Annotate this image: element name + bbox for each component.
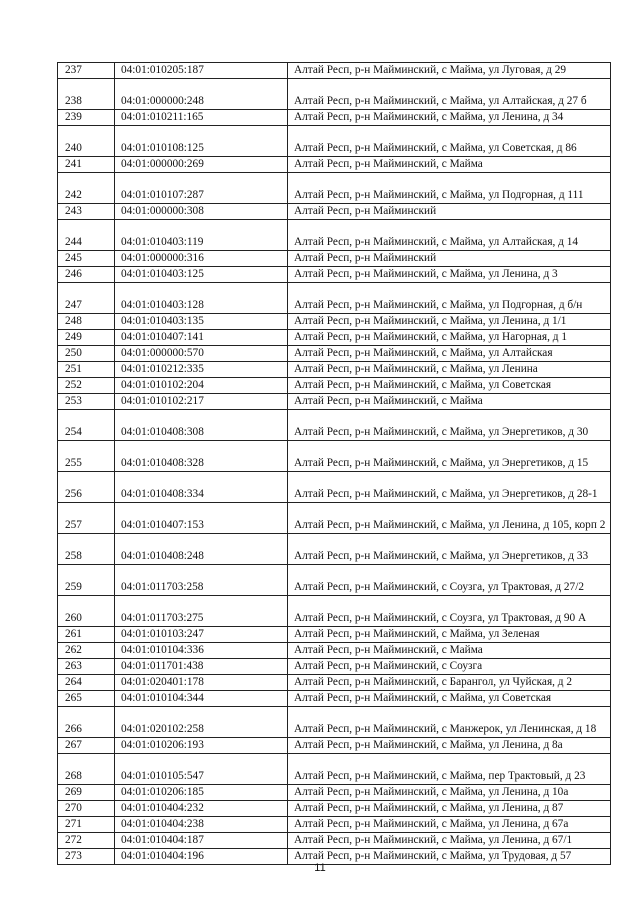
address: Алтай Респ, р-н Майминский, с Майма, ул Ленина, д 34 <box>288 110 611 126</box>
address: Алтай Респ, р-н Майминский, с Майма, ул Ленина, д 10а <box>288 785 611 801</box>
address: Алтай Респ, р-н Майминский <box>288 204 611 220</box>
table-row <box>58 346 611 362</box>
table-body <box>58 63 611 865</box>
table-row <box>58 675 611 691</box>
cadastral-number: 04:01:010212:335 <box>115 362 288 378</box>
table-row <box>58 79 611 110</box>
address: Алтай Респ, р-н Майминский, с Майма, ул Луговая, д 29 <box>288 63 611 79</box>
cadastral-number: 04:01:000000:269 <box>115 157 288 173</box>
address: Алтай Респ, р-н Майминский, с Майма, ул Подгорная, д 111 <box>288 173 611 204</box>
table-row <box>58 330 611 346</box>
cadastral-number: 04:01:010404:196 <box>115 849 288 865</box>
address: Алтай Респ, р-н Майминский, с Майма, ул Алтайская, д 27 б <box>288 79 611 110</box>
table-row <box>58 534 611 565</box>
address: Алтай Респ, р-н Майминский, с Майма, ул Ленина, д 67/1 <box>288 833 611 849</box>
cadastral-number: 04:01:010404:187 <box>115 833 288 849</box>
row-number: 273 <box>58 849 115 865</box>
address: Алтай Респ, р-н Майминский, с Майма, ул Алтайская, д 14 <box>288 220 611 251</box>
address: Алтай Респ, р-н Майминский, с Майма, ул Ленина <box>288 362 611 378</box>
table-row <box>58 267 611 283</box>
row-number: 260 <box>58 596 115 627</box>
cadastral-number: 04:01:020102:258 <box>115 707 288 738</box>
cadastral-number: 04:01:010108:125 <box>115 126 288 157</box>
address: Алтай Респ, р-н Майминский, с Соузга, ул Трактовая, д 90 А <box>288 596 611 627</box>
row-number: 247 <box>58 283 115 314</box>
row-number: 245 <box>58 251 115 267</box>
table-row <box>58 801 611 817</box>
row-number: 263 <box>58 659 115 675</box>
table-row <box>58 378 611 394</box>
table-row <box>58 441 611 472</box>
table-row <box>58 220 611 251</box>
address: Алтай Респ, р-н Майминский, с Майма <box>288 643 611 659</box>
cadastral-number: 04:01:010104:344 <box>115 691 288 707</box>
cadastral-number: 04:01:010107:287 <box>115 173 288 204</box>
row-number: 255 <box>58 441 115 472</box>
table-row <box>58 691 611 707</box>
address: Алтай Респ, р-н Майминский, с Майма, ул Зеленая <box>288 627 611 643</box>
row-number: 250 <box>58 346 115 362</box>
table-row <box>58 817 611 833</box>
table-row <box>58 126 611 157</box>
row-number: 270 <box>58 801 115 817</box>
row-number: 272 <box>58 833 115 849</box>
table-row <box>58 627 611 643</box>
cadastral-number: 04:01:010102:217 <box>115 394 288 410</box>
address: Алтай Респ, р-н Майминский, с Майма, ул Трудовая, д 57 <box>288 849 611 865</box>
address: Алтай Респ, р-н Майминский, с Майма, ул Ленина, д 8а <box>288 738 611 754</box>
table-row <box>58 833 611 849</box>
row-number: 268 <box>58 754 115 785</box>
table-row <box>58 738 611 754</box>
row-number: 241 <box>58 157 115 173</box>
cadastral-number: 04:01:010403:135 <box>115 314 288 330</box>
table-row <box>58 283 611 314</box>
cadastral-number: 04:01:000000:248 <box>115 79 288 110</box>
row-number: 265 <box>58 691 115 707</box>
table-row <box>58 503 611 534</box>
cadastral-number: 04:01:010206:185 <box>115 785 288 801</box>
table-row <box>58 659 611 675</box>
cadastral-number: 04:01:010404:238 <box>115 817 288 833</box>
address: Алтай Респ, р-н Майминский, с Майма, ул Советская, д 86 <box>288 126 611 157</box>
row-number: 243 <box>58 204 115 220</box>
address: Алтай Респ, р-н Майминский, с Майма, ул Советская <box>288 691 611 707</box>
row-number: 262 <box>58 643 115 659</box>
cadastral-number: 04:01:010408:308 <box>115 410 288 441</box>
row-number: 258 <box>58 534 115 565</box>
address: Алтай Респ, р-н Майминский, с Майма, ул Алтайская <box>288 346 611 362</box>
cadastral-number: 04:01:010403:119 <box>115 220 288 251</box>
row-number: 257 <box>58 503 115 534</box>
address: Алтай Респ, р-н Майминский, с Майма, ул Ленина, д 67а <box>288 817 611 833</box>
address: Алтай Респ, р-н Майминский, с Майма, ул Энергетиков, д 28-1 <box>288 472 611 503</box>
address: Алтай Респ, р-н Майминский, с Майма, ул Нагорная, д 1 <box>288 330 611 346</box>
cadastral-number: 04:01:010407:141 <box>115 330 288 346</box>
table-row <box>58 754 611 785</box>
table-row <box>58 596 611 627</box>
cadastral-number: 04:01:010404:232 <box>115 801 288 817</box>
cadastral-number: 04:01:000000:308 <box>115 204 288 220</box>
cadastral-number: 04:01:010205:187 <box>115 63 288 79</box>
cadastral-number: 04:01:011703:275 <box>115 596 288 627</box>
row-number: 266 <box>58 707 115 738</box>
row-number: 248 <box>58 314 115 330</box>
row-number: 238 <box>58 79 115 110</box>
table-row <box>58 410 611 441</box>
table-row <box>58 643 611 659</box>
cadastral-number: 04:01:010102:204 <box>115 378 288 394</box>
cadastral-number: 04:01:010408:248 <box>115 534 288 565</box>
table-row <box>58 394 611 410</box>
cadastral-number: 04:01:020401:178 <box>115 675 288 691</box>
row-number: 240 <box>58 126 115 157</box>
address: Алтай Респ, р-н Майминский, с Майма, ул Советская <box>288 378 611 394</box>
table-row <box>58 472 611 503</box>
row-number: 242 <box>58 173 115 204</box>
row-number: 254 <box>58 410 115 441</box>
row-number: 271 <box>58 817 115 833</box>
cadastral-number: 04:01:010103:247 <box>115 627 288 643</box>
cadastral-number: 04:01:000000:316 <box>115 251 288 267</box>
address: Алтай Респ, р-н Майминский, с Майма, ул Ленина, д 1/1 <box>288 314 611 330</box>
cadastral-number: 04:01:010403:125 <box>115 267 288 283</box>
table-row <box>58 157 611 173</box>
row-number: 237 <box>58 63 115 79</box>
cadastral-number: 04:01:010105:547 <box>115 754 288 785</box>
table-row <box>58 565 611 596</box>
cadastral-number: 04:01:010104:336 <box>115 643 288 659</box>
cadastral-number: 04:01:000000:570 <box>115 346 288 362</box>
row-number: 264 <box>58 675 115 691</box>
page-number: 11 <box>314 862 326 874</box>
cadastral-table <box>57 62 611 865</box>
table-row <box>58 362 611 378</box>
cadastral-number: 04:01:010206:193 <box>115 738 288 754</box>
address: Алтай Респ, р-н Майминский, с Майма, ул Энергетиков, д 30 <box>288 410 611 441</box>
cadastral-number: 04:01:011701:438 <box>115 659 288 675</box>
table-row <box>58 110 611 126</box>
cadastral-number: 04:01:010408:334 <box>115 472 288 503</box>
row-number: 244 <box>58 220 115 251</box>
address: Алтай Респ, р-н Майминский, с Майма, ул Ленина, д 3 <box>288 267 611 283</box>
table-row <box>58 63 611 79</box>
cadastral-number: 04:01:010403:128 <box>115 283 288 314</box>
address: Алтай Респ, р-н Майминский, с Манжерок, ул Ленинская, д 18 <box>288 707 611 738</box>
address: Алтай Респ, р-н Майминский, с Майма <box>288 157 611 173</box>
cadastral-number: 04:01:010408:328 <box>115 441 288 472</box>
row-number: 259 <box>58 565 115 596</box>
document-sheet <box>57 62 606 865</box>
address: Алтай Респ, р-н Майминский, с Майма, ул Ленина, д 105, корп 2 <box>288 503 611 534</box>
row-number: 239 <box>58 110 115 126</box>
cadastral-number: 04:01:010407:153 <box>115 503 288 534</box>
row-number: 246 <box>58 267 115 283</box>
cadastral-number: 04:01:010211:165 <box>115 110 288 126</box>
table-row <box>58 204 611 220</box>
row-number: 269 <box>58 785 115 801</box>
address: Алтай Респ, р-н Майминский, с Соузга <box>288 659 611 675</box>
address: Алтай Респ, р-н Майминский, с Майма, пер Трактовый, д 23 <box>288 754 611 785</box>
row-number: 256 <box>58 472 115 503</box>
address: Алтай Респ, р-н Майминский, с Майма, ул Энергетиков, д 15 <box>288 441 611 472</box>
address: Алтай Респ, р-н Майминский <box>288 251 611 267</box>
address: Алтай Респ, р-н Майминский, с Майма, ул Ленина, д 87 <box>288 801 611 817</box>
address: Алтай Респ, р-н Майминский, с Майма, ул Подгорная, д б/н <box>288 283 611 314</box>
row-number: 267 <box>58 738 115 754</box>
address: Алтай Респ, р-н Майминский, с Барангол, ул Чуйская, д 2 <box>288 675 611 691</box>
address: Алтай Респ, р-н Майминский, с Майма <box>288 394 611 410</box>
table-row <box>58 314 611 330</box>
table-row <box>58 707 611 738</box>
table-row <box>58 251 611 267</box>
row-number: 251 <box>58 362 115 378</box>
row-number: 249 <box>58 330 115 346</box>
address: Алтай Респ, р-н Майминский, с Соузга, ул Трактовая, д 27/2 <box>288 565 611 596</box>
table-row <box>58 785 611 801</box>
table-row <box>58 173 611 204</box>
address: Алтай Респ, р-н Майминский, с Майма, ул Энергетиков, д 33 <box>288 534 611 565</box>
row-number: 252 <box>58 378 115 394</box>
row-number: 253 <box>58 394 115 410</box>
row-number: 261 <box>58 627 115 643</box>
cadastral-number: 04:01:011703:258 <box>115 565 288 596</box>
